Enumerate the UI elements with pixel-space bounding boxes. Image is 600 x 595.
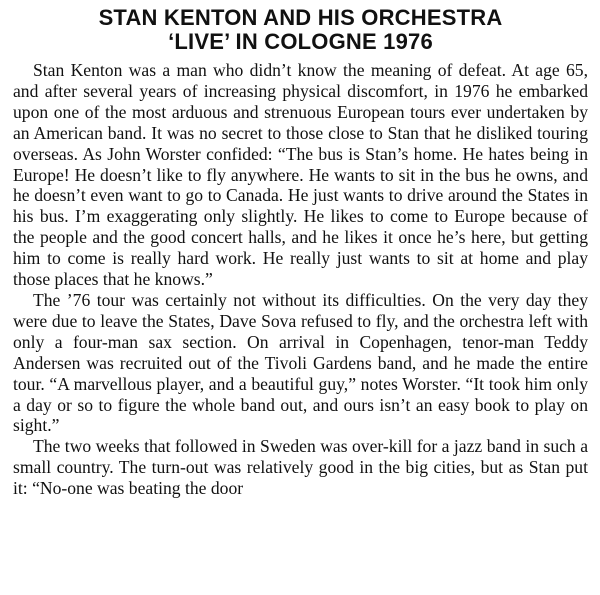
page-title	[13, 6, 588, 54]
document-page	[13, 6, 588, 499]
paragraph-1: Stan Kenton was a man who didn’t know the meaning of defeat. At age 65, and after several years of increasing physical discomfort, in 1976 he embarked upon one of the most arduous and strenuous European tours ever undertaken by an American band. It was no secret to those close to Stan that he disliked touring overseas. As John Worster confided: “The bus is Stan’s home. He hates being in Europe! He doesn’t like to fly anywhere. He wants to sit in the bus he owns, and he doesn’t even want to go to Canada. He just wants to drive around the States in his bus. I’m exaggerating only slightly. He likes to come to Europe because of the people and the good concert halls, and he likes it once he’s here, but getting him to come is really hard work. He really just wants to sit at home and play those places that he knows.”	[13, 60, 588, 290]
title-line-2: ‘LIVE’ IN COLOGNE 1976	[168, 29, 433, 54]
paragraph-2: The ’76 tour was certainly not without its difficulties. On the very day they were due to leave the States, Dave Sova refused to fly, and the orchestra left with only a four-man sax section. On arrival in Copenhagen, tenor-man Teddy Andersen was recruited out of the Tivoli Gardens band, and he made the entire tour. “A marvellous player, and a beautiful guy,” notes Worster. “It took him only a day or so to figure the whole band out, and ours isn’t an easy book to play on sight.”	[13, 289, 588, 436]
title-line-1: STAN KENTON AND HIS ORCHESTRA	[98, 5, 503, 30]
paragraph-3: The two weeks that followed in Sweden was over-kill for a jazz band in such a small country. The turn-out was relatively good in the big cities, but as Stan put it: “No-one was beating the door	[13, 436, 588, 499]
article-body	[13, 60, 588, 499]
